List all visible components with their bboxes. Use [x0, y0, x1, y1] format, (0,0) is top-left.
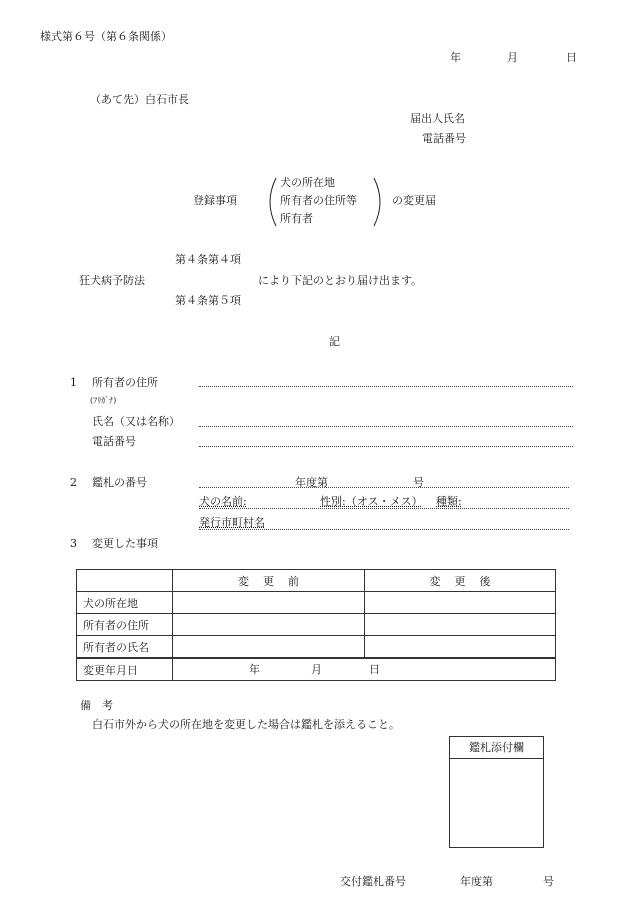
section3-number: 3 [70, 537, 77, 550]
right-bracket [374, 178, 380, 226]
change-date-label: 変更年月日 [77, 658, 173, 681]
issued-tag-suffix: 号 [543, 875, 554, 888]
tag-attachment-label: 鑑札添付欄 [450, 737, 543, 759]
tag-number-suffix: 号 [413, 476, 424, 489]
owner-name-label: 氏名（又は名称） [92, 415, 180, 428]
header-before: 変更前 [173, 570, 365, 592]
law-name: 狂犬病予防法 [79, 274, 145, 287]
change-date-year: 年 [249, 663, 260, 676]
remarks-text: 白石市外から犬の所在地を変更した場合は鑑札を添えること。 [92, 718, 400, 731]
ki-heading: 記 [329, 335, 340, 348]
owner-phone-label: 電話番号 [92, 435, 136, 448]
remarks-title: 備 考 [80, 699, 113, 712]
change-date-month: 月 [311, 663, 322, 676]
issuer-field[interactable] [199, 529, 569, 530]
tag-attachment-box [449, 736, 544, 848]
table-header-blank [77, 570, 173, 592]
dog-info-field[interactable] [199, 508, 569, 509]
dog-breed-label: 種類: [436, 495, 462, 508]
law-article-4-5: 第４条第５項 [175, 294, 241, 307]
row-label-owner-name: 所有者の氏名 [77, 636, 173, 659]
change-date-day: 日 [369, 663, 380, 676]
owner-name-after-cell[interactable] [365, 636, 556, 659]
tag-number-field[interactable] [199, 487, 569, 488]
left-bracket [270, 178, 276, 226]
change-date-row [77, 658, 556, 681]
table-row [77, 614, 556, 636]
table-header-row [77, 570, 556, 592]
owner-address-field[interactable] [199, 386, 573, 387]
owner-address-before-cell[interactable] [173, 614, 365, 636]
form-number: 様式第６号（第６条関係） [40, 30, 172, 43]
dog-location-before-cell[interactable] [173, 592, 365, 614]
law-text: により下記のとおり届け出ます。 [258, 274, 423, 287]
owner-name-field[interactable] [199, 426, 573, 427]
date-year-label: 年 [450, 51, 461, 64]
changes-table [76, 569, 556, 681]
addressee: （あて先）白石市長 [90, 93, 189, 106]
date-month-label: 月 [507, 51, 518, 64]
owner-phone-field[interactable] [199, 446, 573, 447]
table-row [77, 592, 556, 614]
header-after: 変更後 [365, 570, 556, 592]
owner-name-before-cell[interactable] [173, 636, 365, 659]
issued-tag-year-label: 年度第 [460, 875, 493, 888]
notifier-name-label: 届出人氏名 [410, 112, 465, 125]
tag-year-label: 年度第 [295, 476, 328, 489]
date-day-label: 日 [566, 51, 577, 64]
section1-number: 1 [70, 376, 77, 389]
dog-name-label: 犬の名前: [199, 495, 247, 508]
title-option-owner-address: 所有者の住所等 [280, 194, 357, 207]
title-suffix: の変更届 [392, 194, 436, 207]
dog-location-after-cell[interactable] [365, 592, 556, 614]
furigana-label: (ﾌﾘｶﾞﾅ) [90, 396, 117, 405]
registered-items-label: 登録事項 [193, 194, 237, 207]
notifier-phone-label: 電話番号 [422, 132, 466, 145]
owner-address-after-cell[interactable] [365, 614, 556, 636]
issued-tag-label: 交付鑑札番号 [340, 875, 406, 888]
owner-address-label: 所有者の住所 [92, 376, 158, 389]
section2-number: 2 [70, 476, 77, 489]
row-label-dog-location: 犬の所在地 [77, 592, 173, 614]
dog-sex-label: 性別:（オス・メス） [320, 495, 423, 508]
title-option-dog-location: 犬の所在地 [280, 176, 335, 189]
issuer-label: 発行市町村名 [199, 516, 265, 529]
row-label-owner-address: 所有者の住所 [77, 614, 173, 636]
changed-items-label: 変更した事項 [92, 537, 158, 550]
table-row [77, 636, 556, 659]
tag-number-label: 鑑札の番号 [92, 476, 147, 489]
law-article-4-4: 第４条第４項 [175, 253, 241, 266]
change-date-cell[interactable] [173, 658, 556, 681]
title-option-owner: 所有者 [280, 212, 313, 225]
